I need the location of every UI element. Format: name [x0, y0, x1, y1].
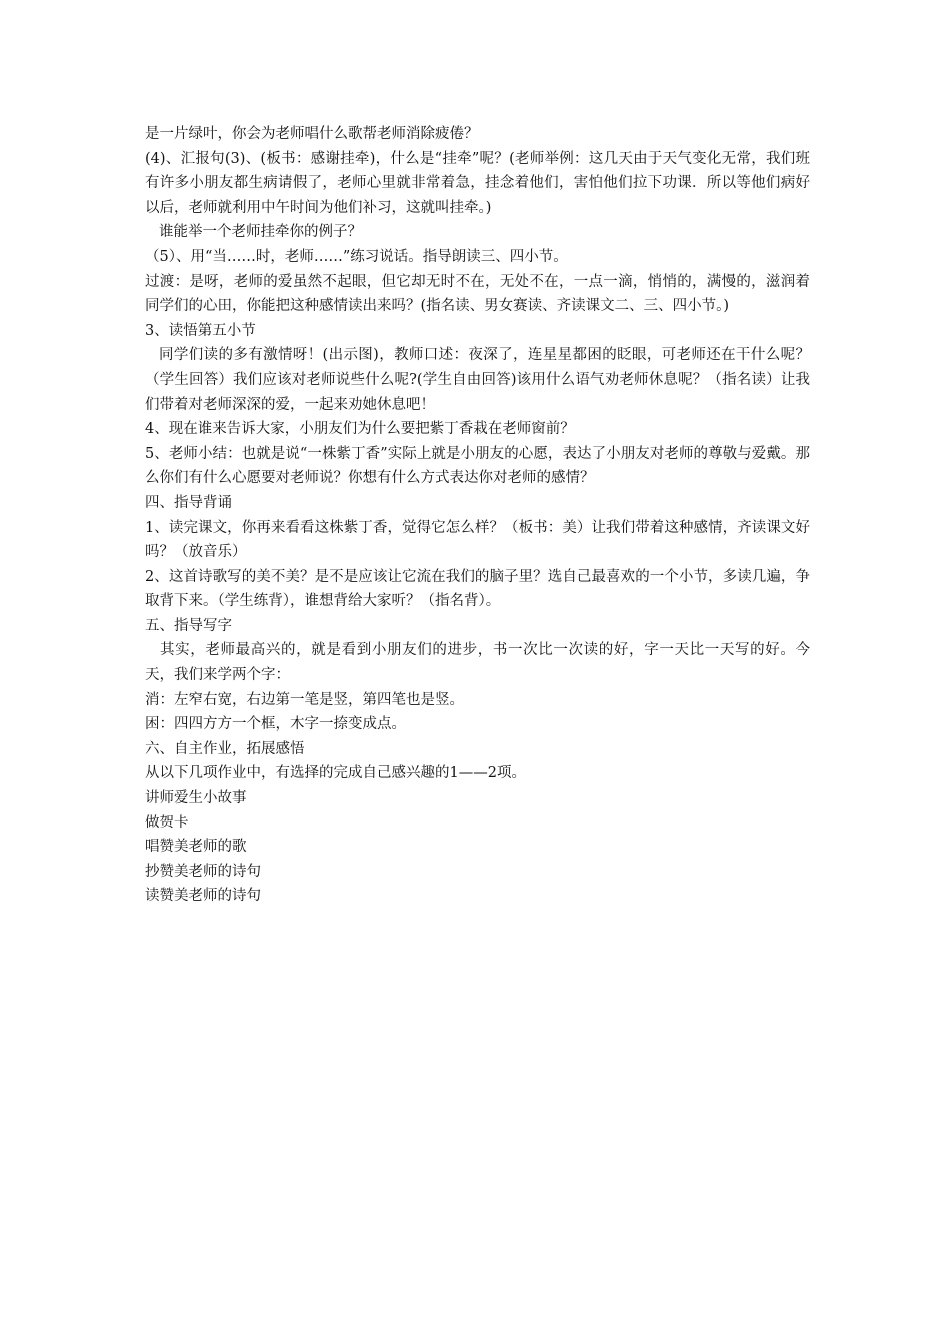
list-item-homework: 读赞美老师的诗句 [145, 888, 261, 905]
paragraph-recitation-2: 2、这首诗歌写的美不美？是不是应该让它流在我们的脑子里？选自己最喜欢的一个小节，多读几遍，争取背下来。（学生练背），谁想背给大家听？（指名背）。 [145, 568, 810, 610]
paragraph-homework-intro: 从以下几项作业中，有选择的完成自己感兴趣的1——2项。 [145, 765, 526, 782]
section-heading-read-fifth-stanza: 3、读悟第五小节 [145, 322, 256, 339]
list-item-homework: 抄赞美老师的诗句 [145, 863, 261, 880]
section-heading-recitation: 四、指导背诵 [145, 494, 232, 511]
paragraph-recitation-1: 1、读完课文，你再来看看这株紫丁香，觉得它怎么样？（板书：美）让我们带着这种感情，齐读课文好吗？（放音乐） [145, 519, 810, 561]
paragraph-speaking-practice: （5）、用“当……时，老师……”练习说话。指导朗读三、四小节。 [145, 248, 568, 265]
document-body [145, 122, 810, 909]
paragraph-passion-reading: 同学们读的多有激情呀！(出示图)，教师口述：夜深了，连星星都困的眨眼，可老师还在干什么呢？（学生回答）我们应该对老师说些什么呢?(学生自由回答)该用什么语气劝老师休息呢？（指名读）让我们带着对老师深深的爱，一起来劝她休息吧！ [145, 347, 810, 413]
paragraph-teacher-summary: 5、老师小结：也就是说“一株紫丁香”实际上就是小朋友的心愿，表达了小朋友对老师的尊敬与爱戴。那么你们有什么心愿要对老师说？你想有什么方式表达你对老师的感情？ [145, 445, 810, 487]
list-item-homework: 讲师爱生小故事 [145, 790, 247, 807]
paragraph-example-question: 谁能举一个老师挂牵你的例子？ [159, 224, 362, 241]
paragraph-character-xiao: 消：左窄右宽，右边第一笔是竖，第四笔也是竖。 [145, 691, 464, 708]
section-heading-writing: 五、指导写字 [145, 617, 232, 634]
paragraph-writing-intro: 其实，老师最高兴的，就是看到小朋友们的进步，书一次比一次读的好，字一天比一天写的好。今天，我们来学两个字： [145, 642, 810, 684]
paragraph-transition: 过渡：是呀，老师的爱虽然不起眼，但它却无时不在，无处不在，一点一滴，悄悄的，满慢的，滋润着同学们的心田，你能把这种感情读出来吗？(指名读、男女赛读、齐读课文二、三、四小节。) [145, 273, 810, 315]
paragraph-lilac-question: 4、现在谁来告诉大家，小朋友们为什么要把紫丁香栽在老师窗前？ [145, 421, 575, 438]
section-heading-homework: 六、自主作业，拓展感悟 [145, 740, 305, 757]
paragraph-character-kun: 困：四四方方一个框，木字一捺变成点。 [145, 716, 406, 733]
paragraph-report-sentence-3: (4)、汇报句(3)、(板书：感谢挂牵)，什么是“挂牵”呢？(老师举例：这几天由于天气变化无常，我们班有许多小朋友都生病请假了，老师心里就非常着急，挂念着他们，害怕他们拉下功课．所以等他们病好以后，老师就利用中午时间为他们补习，这就叫挂牵。) [145, 150, 810, 216]
list-item-homework: 唱赞美老师的歌 [145, 839, 247, 856]
paragraph-green-leaf: 是一片绿叶，你会为老师唱什么歌帮老师消除疲倦？ [145, 126, 479, 142]
list-item-homework: 做贺卡 [145, 814, 189, 831]
